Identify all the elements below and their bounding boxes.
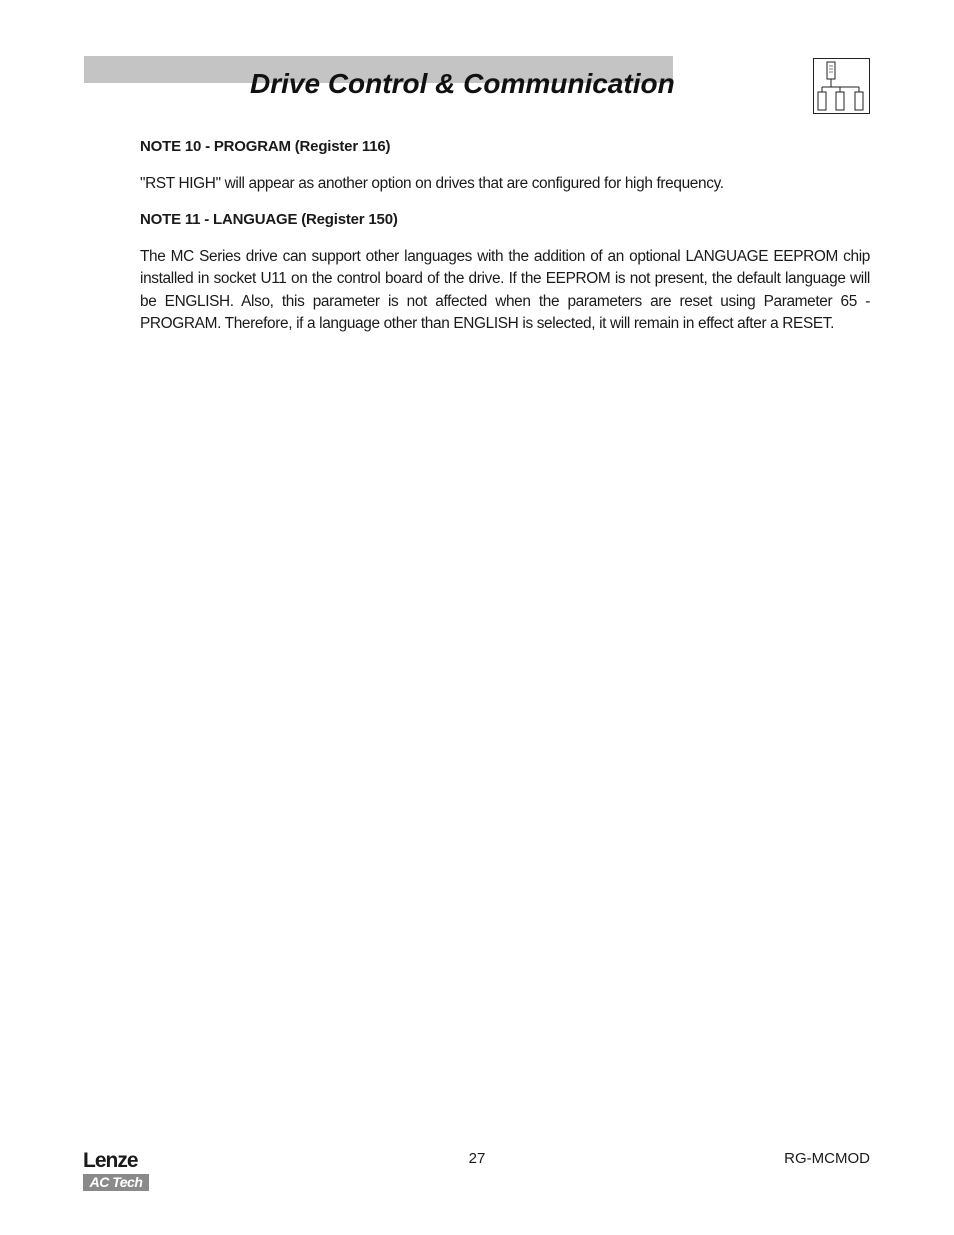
document-code: RG-MCMOD xyxy=(784,1150,870,1167)
note-10-heading: NOTE 10 - PROGRAM (Register 116) xyxy=(140,138,391,155)
logo-subtext: AC Tech xyxy=(83,1174,149,1191)
note-11-text: The MC Series drive can support other languages with the addition of an optional LANGUAGE EEPROM chip installed in socket U11 on the control board of the drive. If the EEPROM is not present, the default language will be ENGLISH. Also, this parameter is not affected when the parameters are reset using Parameter 65 - PROGRAM. Therefore, if a language other than ENGLISH is selected, it will remain in effect after a RESET. xyxy=(140,247,870,333)
page-title: Drive Control & Communication xyxy=(250,68,675,99)
lenze-logo xyxy=(83,1150,151,1194)
page-number: 27 xyxy=(468,1150,486,1167)
note-10-text: "RST HIGH" will appear as another option on drives that are configured for high frequency. xyxy=(140,175,724,192)
logo-wordmark: Lenze xyxy=(83,1149,138,1172)
page-content xyxy=(140,136,870,336)
note-11-heading: NOTE 11 - LANGUAGE (Register 150) xyxy=(140,210,398,228)
network-drives-icon xyxy=(813,58,870,114)
